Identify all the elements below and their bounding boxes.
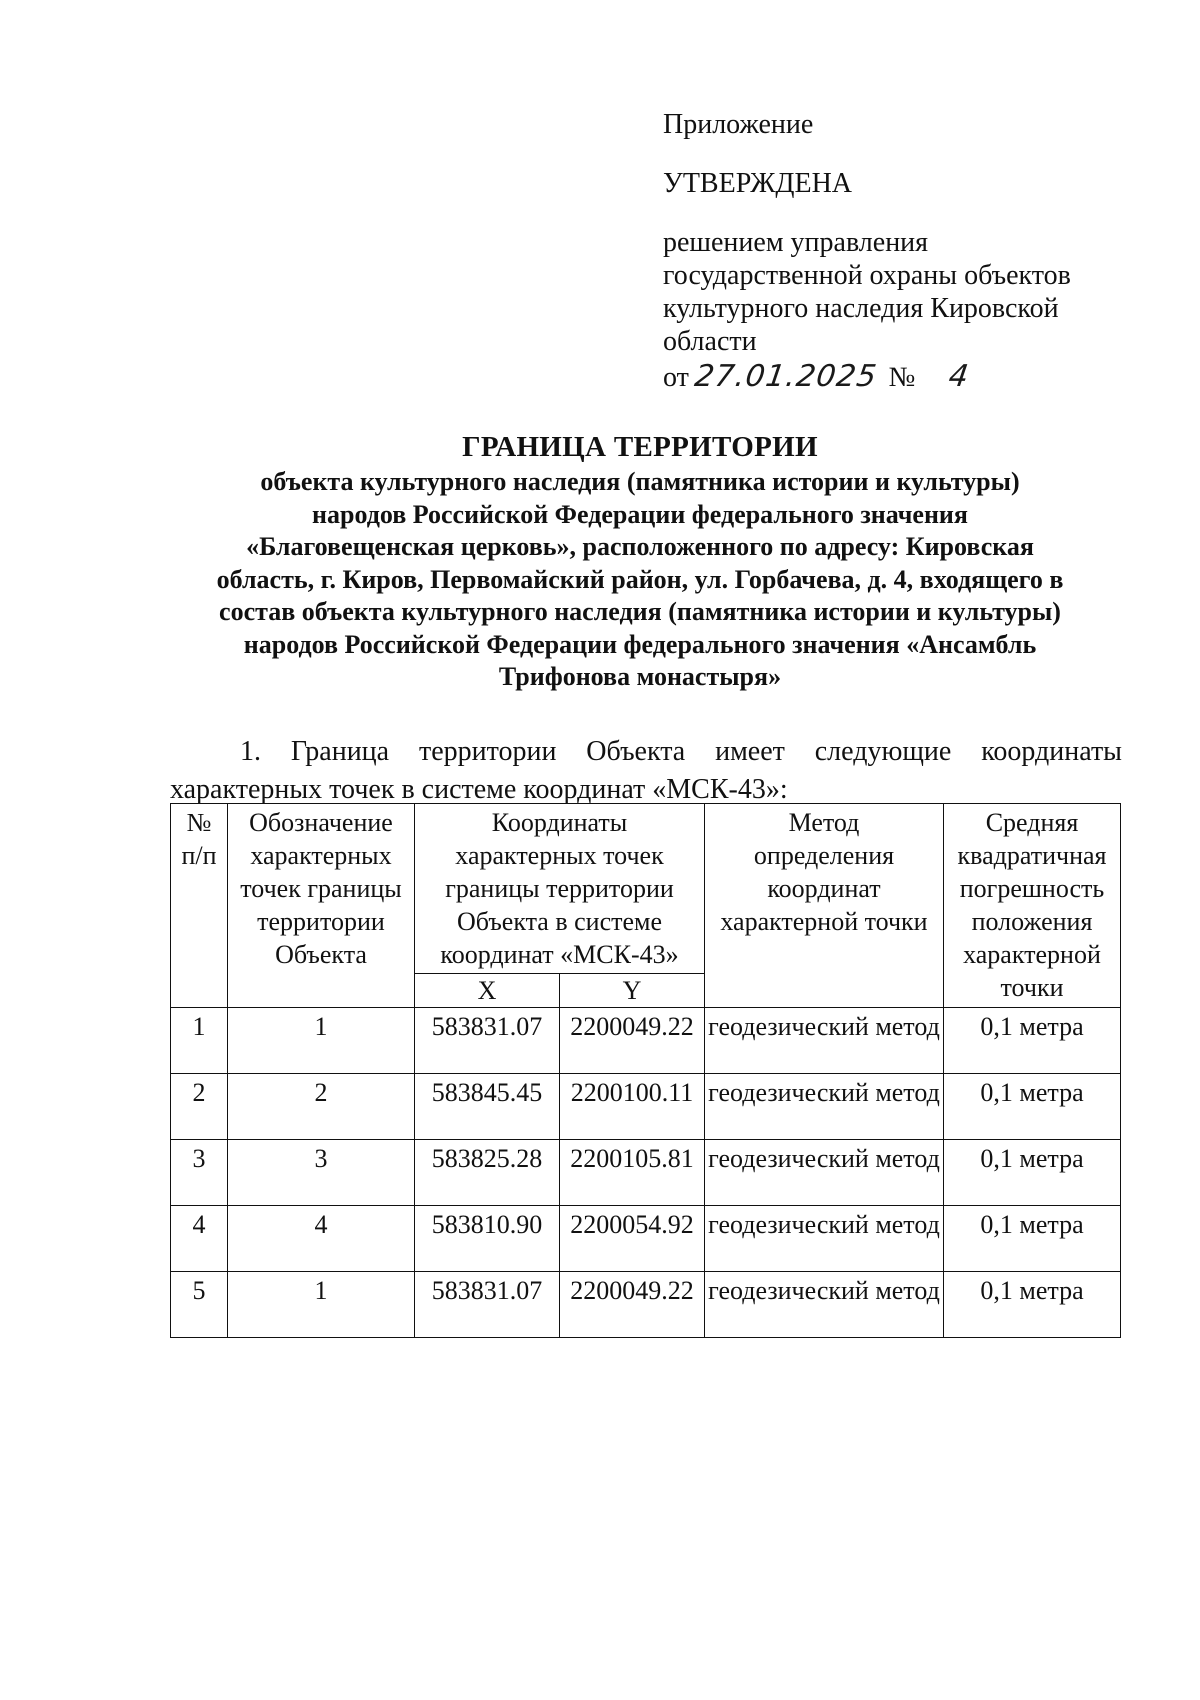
header-text: Объекта [275,940,367,969]
header-text: погрешность [959,874,1105,903]
cell-method: геодезический метод [705,1206,944,1272]
decree-line: государственной охраны объектов [663,260,1071,291]
cell-num: 2 [171,1074,228,1140]
header-num [171,804,228,1008]
header-text: Координаты [491,808,628,837]
header-designation [228,804,415,1008]
cell-point: 4 [228,1206,415,1272]
table-header-row [171,804,1121,974]
header-text: характерных [250,841,392,870]
table-row [171,1272,1121,1338]
appendix-label: Приложение [663,109,814,140]
cell-y: 2200054.92 [560,1206,705,1272]
number-sign: № [888,362,916,393]
header-text: координат [767,874,881,903]
cell-num: 5 [171,1272,228,1338]
paragraph-line: характерных точек в системе координат «МСК-43»: [170,774,788,805]
title-line: область, г. Киров, Первомайский район, ул. Горбачева, д. 4, входящего в [216,564,1064,594]
header-text: квадратичная [957,841,1107,870]
header-text: Средняя [985,808,1079,837]
title-line: народов Российской Федерации федерального значения [312,499,968,529]
cell-error: 0,1 метра [944,1272,1121,1338]
table-row [171,1206,1121,1272]
header-coordinates [415,804,705,974]
header-text: № [186,808,212,837]
table-row [171,1140,1121,1206]
cell-x: 583831.07 [415,1272,560,1338]
cell-method: геодезический метод [705,1074,944,1140]
header-text: точки [1000,973,1064,1002]
cell-error: 0,1 метра [944,1140,1121,1206]
decree-line: решением управления [663,227,929,258]
header-error [944,804,1121,1008]
coordinates-table [170,803,1121,1338]
header-text: положения [971,907,1093,936]
title-line: «Благовещенская церковь», расположенного по адресу: Кировская [246,532,1034,561]
cell-x: 583825.28 [415,1140,560,1206]
header-text: п/п [181,841,217,870]
header-text: точек границы [240,874,402,903]
header-x: X [415,974,560,1008]
cell-method: геодезический метод [705,1272,944,1338]
header-text: характерной точки [720,907,928,936]
title-line: Трифонова монастыря» [498,662,782,691]
table-row [171,1074,1121,1140]
title-line: состав объекта культурного наследия (памятника истории и культуры) [219,597,1061,626]
header-text: определения [753,841,895,870]
handwritten-number: 4 [946,359,972,394]
header-text: территории [257,907,385,936]
decree-date-line [663,360,1143,394]
header-text: границы территории [445,874,674,903]
cell-num: 4 [171,1206,228,1272]
cell-error: 0,1 метра [944,1008,1121,1074]
header-text: характерных точек [455,841,664,870]
table-row [171,1008,1121,1074]
title-main: ГРАНИЦА ТЕРРИТОРИИ [462,431,818,463]
title-line: объекта культурного наследия (памятника истории и культуры) [260,467,1020,496]
cell-x: 583831.07 [415,1008,560,1074]
header-text: Метод [788,808,860,837]
decree-line: области [663,326,757,357]
cell-y: 2200105.81 [560,1140,705,1206]
header-y: Y [560,974,705,1008]
cell-point: 1 [228,1008,415,1074]
title-line: народов Российской Федерации федерального значения «Ансамбль [243,629,1037,659]
header-text: Объекта в системе [456,907,663,936]
paragraph-1 [170,733,1122,809]
header-method [705,804,944,1008]
cell-y: 2200049.22 [560,1008,705,1074]
cell-point: 2 [228,1074,415,1140]
paragraph-line: 1. Граница территории Объекта имеет следующие координаты [240,736,1122,767]
cell-x: 583845.45 [415,1074,560,1140]
approved-label: УТВЕРЖДЕНА [663,168,853,199]
header-text: Обозначение [249,808,393,837]
cell-num: 1 [171,1008,228,1074]
cell-x: 583810.90 [415,1206,560,1272]
cell-y: 2200100.11 [560,1074,705,1140]
cell-method: геодезический метод [705,1140,944,1206]
decree-line: культурного наследия Кировской [663,293,1059,324]
cell-y: 2200049.22 [560,1272,705,1338]
cell-point: 1 [228,1272,415,1338]
cell-point: 3 [228,1140,415,1206]
cell-error: 0,1 метра [944,1206,1121,1272]
document-title [140,428,1140,694]
cell-num: 3 [171,1140,228,1206]
cell-error: 0,1 метра [944,1074,1121,1140]
handwritten-date: 27.01.2025 [692,359,880,394]
approval-block [663,108,1143,394]
header-text: характерной [963,940,1101,969]
header-text: координат «МСК-43» [440,940,679,969]
date-prefix: от [663,362,689,393]
cell-method: геодезический метод [705,1008,944,1074]
